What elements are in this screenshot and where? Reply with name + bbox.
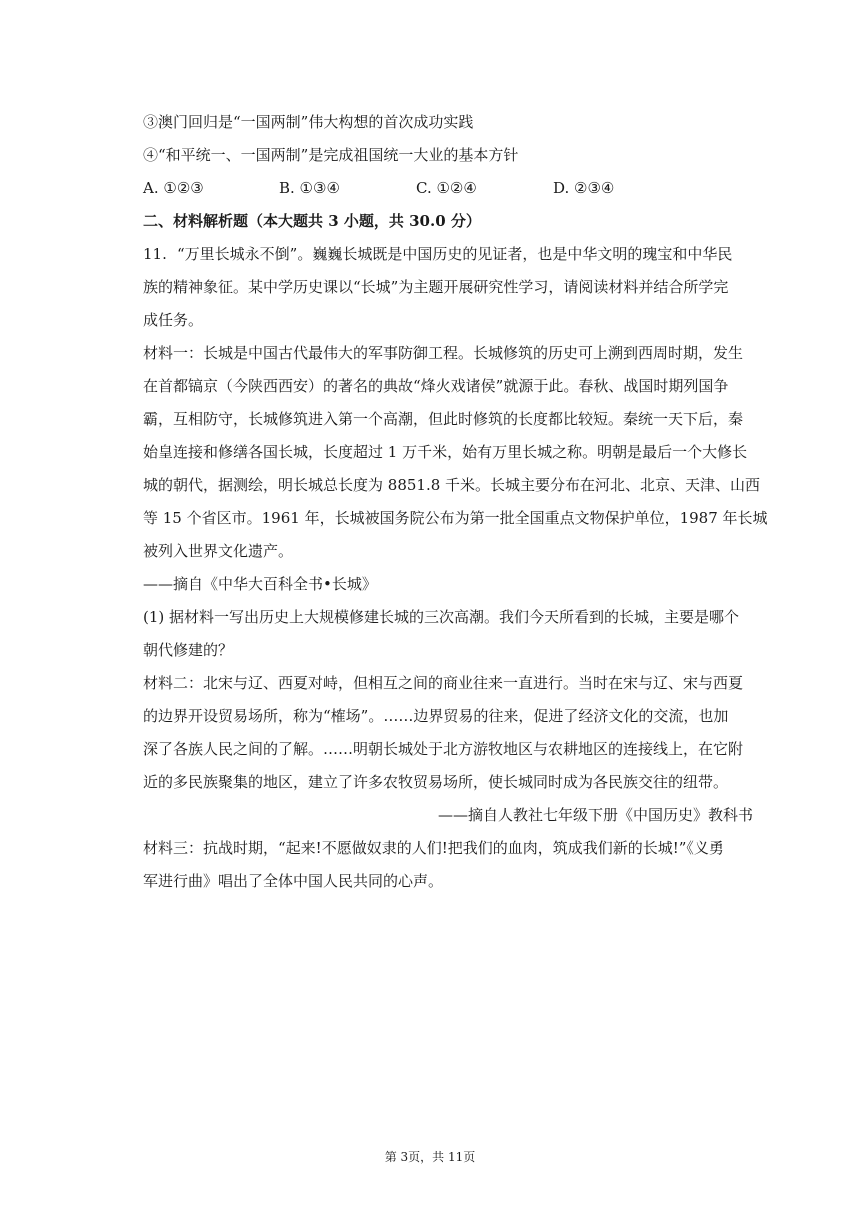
question-number: 11. bbox=[143, 245, 167, 263]
option-d: D. ②③④ bbox=[553, 179, 615, 197]
material-1-line-4: 始皇连接和修缮各国长城，长度超过 1 万千米，始有万里长城之称。明朝是最后一个大修长 bbox=[143, 443, 748, 461]
question-11-intro-text: “万里长城永不倒”。巍巍长城既是中国历史的见证者，也是中华文明的瑰宝和中华民 bbox=[177, 245, 733, 263]
material-1-source: ——摘自《中华大百科全书•长城》 bbox=[143, 575, 377, 593]
question-11-intro-line-1 bbox=[143, 238, 753, 271]
page-footer: 第 3页，共 11页 bbox=[384, 1150, 476, 1164]
material-1-line-7: 被列入世界文化遗产。 bbox=[143, 542, 294, 560]
material-1-line-1: 材料一：长城是中国古代最伟大的军事防御工程。长城修筑的历史可上溯到西周时期，发生 bbox=[143, 344, 744, 362]
question-11-intro-line-3: 成任务。 bbox=[143, 311, 204, 329]
statement-3: ③澳门回归是“一国两制”伟大构想的首次成功实践 bbox=[143, 113, 474, 131]
option-a: A. ①②③ bbox=[143, 179, 204, 197]
material-3-line-2: 军进行曲》唱出了全体中国人民共同的心声。 bbox=[143, 872, 444, 890]
question-11-intro-line-2: 族的精神象征。某中学历史课以“长城”为主题开展研究性学习，请阅读材料并结合所学完 bbox=[143, 278, 729, 296]
page-content bbox=[143, 106, 768, 898]
material-3-line-1: 材料三：抗战时期，“起来!不愿做奴隶的人们!把我们的血肉，筑成我们新的长城!”《义勇 bbox=[143, 839, 724, 857]
sub-question-1-line-1: (1) 据材料一写出历史上大规模修建长城的三次高潮。我们今天所看到的长城，主要是哪个 bbox=[143, 608, 740, 626]
option-b: B. ①③④ bbox=[279, 179, 340, 197]
statement-4: ④“和平统一、一国两制”是完成祖国统一大业的基本方针 bbox=[143, 146, 519, 164]
material-1-line-6: 等 15 个省区市。1961 年，长城被国务院公布为第一批全国重点文物保护单位，1987 年长城 bbox=[143, 509, 768, 527]
material-2-line-1: 材料二：北宋与辽、西夏对峙，但相互之间的商业往来一直进行。当时在宋与辽、宋与西夏 bbox=[143, 674, 744, 692]
material-2-line-4: 近的多民族聚集的地区，建立了许多农牧贸易场所，使长城同时成为各民族交往的纽带。 bbox=[143, 773, 729, 791]
material-2-line-3: 深了各族人民之间的了解。……明朝长城处于北方游牧地区与农耕地区的连接线上，在它附 bbox=[143, 740, 744, 758]
material-1-line-2: 在首都镐京（今陕西西安）的著名的典故“烽火戏诸侯”就源于此。春秋、战国时期列国争 bbox=[143, 377, 729, 395]
material-2-source: ——摘自人教社七年级下册《中国历史》教科书 bbox=[437, 806, 753, 824]
sub-question-1-line-2: 朝代修建的？ bbox=[143, 641, 234, 659]
material-1-line-5: 城的朝代，据测绘，明长城总长度为 8851.8 千米。长城主要分布在河北、北京、天津、山西 bbox=[143, 476, 761, 494]
section-title: 二、材料解析题（本大题共 3 小题，共 30.0 分） bbox=[143, 212, 481, 230]
answer-options bbox=[143, 172, 753, 205]
option-c: C. ①②④ bbox=[416, 179, 477, 197]
material-2-line-2: 的边界开设贸易场所，称为“榷场”。……边界贸易的往来，促进了经济文化的交流，也加 bbox=[143, 707, 729, 725]
material-1-line-3: 霸，互相防守，长城修筑进入第一个高潮，但此时修筑的长度都比较短。秦统一天下后，秦 bbox=[143, 410, 744, 428]
